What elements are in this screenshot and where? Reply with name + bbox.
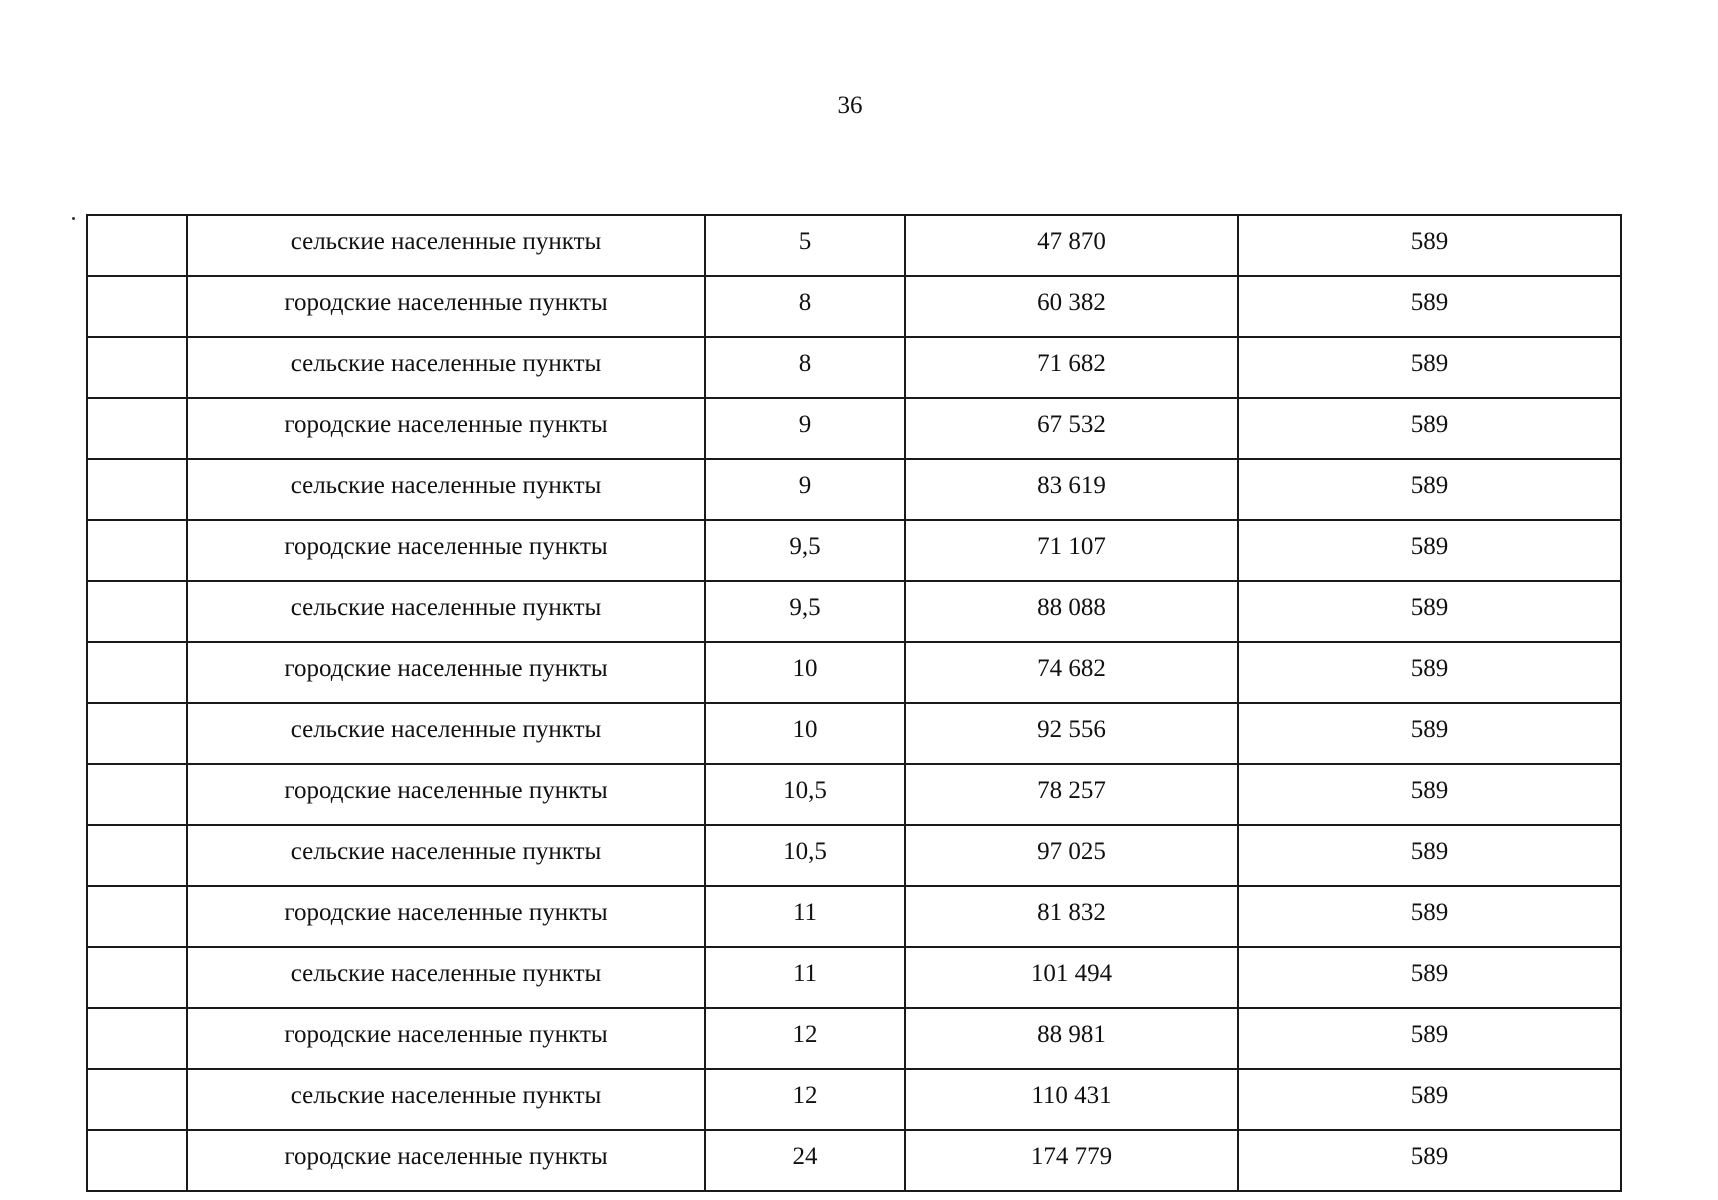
cell-blank — [87, 642, 187, 703]
cell-code: 589 — [1238, 886, 1621, 947]
cell-number: 5 — [705, 215, 905, 276]
cell-number: 24 — [705, 1130, 905, 1191]
cell-settlement-type: городские населенные пункты — [187, 886, 705, 947]
cell-blank — [87, 947, 187, 1008]
cell-settlement-type: сельские населенные пункты — [187, 581, 705, 642]
cell-blank — [87, 398, 187, 459]
table-row — [87, 947, 1621, 1008]
cell-blank — [87, 886, 187, 947]
cell-code: 589 — [1238, 581, 1621, 642]
cell-amount: 67 532 — [905, 398, 1238, 459]
cell-number: 8 — [705, 276, 905, 337]
cell-amount: 78 257 — [905, 764, 1238, 825]
cell-number: 12 — [705, 1008, 905, 1069]
table-row — [87, 886, 1621, 947]
table-row — [87, 398, 1621, 459]
cell-blank — [87, 337, 187, 398]
cell-amount: 74 682 — [905, 642, 1238, 703]
cell-code: 589 — [1238, 947, 1621, 1008]
cell-blank — [87, 1008, 187, 1069]
cell-settlement-type: сельские населенные пункты — [187, 825, 705, 886]
cell-number: 9,5 — [705, 581, 905, 642]
cell-settlement-type: сельские населенные пункты — [187, 215, 705, 276]
cell-settlement-type: сельские населенные пункты — [187, 459, 705, 520]
cell-number: 8 — [705, 337, 905, 398]
cell-code: 589 — [1238, 1008, 1621, 1069]
cell-code: 589 — [1238, 764, 1621, 825]
cell-amount: 88 088 — [905, 581, 1238, 642]
cell-code: 589 — [1238, 1069, 1621, 1130]
table-row — [87, 1008, 1621, 1069]
cell-code: 589 — [1238, 825, 1621, 886]
cell-settlement-type: городские населенные пункты — [187, 764, 705, 825]
cell-blank — [87, 764, 187, 825]
data-table — [86, 214, 1622, 1192]
cell-amount: 81 832 — [905, 886, 1238, 947]
cell-settlement-type: городские населенные пункты — [187, 276, 705, 337]
scan-speck — [72, 217, 75, 220]
table-row — [87, 642, 1621, 703]
cell-number: 9 — [705, 459, 905, 520]
cell-number: 10 — [705, 703, 905, 764]
cell-amount: 88 981 — [905, 1008, 1238, 1069]
cell-amount: 97 025 — [905, 825, 1238, 886]
table-row — [87, 703, 1621, 764]
cell-number: 12 — [705, 1069, 905, 1130]
cell-blank — [87, 581, 187, 642]
cell-blank — [87, 703, 187, 764]
cell-amount: 60 382 — [905, 276, 1238, 337]
cell-settlement-type: городские населенные пункты — [187, 398, 705, 459]
table-row — [87, 276, 1621, 337]
cell-amount: 110 431 — [905, 1069, 1238, 1130]
cell-settlement-type: сельские населенные пункты — [187, 947, 705, 1008]
cell-number: 10,5 — [705, 825, 905, 886]
table-row — [87, 1069, 1621, 1130]
cell-code: 589 — [1238, 703, 1621, 764]
table-row — [87, 520, 1621, 581]
cell-code: 589 — [1238, 215, 1621, 276]
cell-settlement-type: сельские населенные пункты — [187, 703, 705, 764]
cell-code: 589 — [1238, 276, 1621, 337]
table-row — [87, 764, 1621, 825]
cell-blank — [87, 520, 187, 581]
cell-number: 11 — [705, 886, 905, 947]
cell-blank — [87, 825, 187, 886]
cell-settlement-type: сельские населенные пункты — [187, 1069, 705, 1130]
cell-amount: 71 682 — [905, 337, 1238, 398]
cell-code: 589 — [1238, 1130, 1621, 1191]
cell-blank — [87, 1130, 187, 1191]
cell-number: 10,5 — [705, 764, 905, 825]
cell-settlement-type: городские населенные пункты — [187, 520, 705, 581]
cell-number: 9 — [705, 398, 905, 459]
cell-settlement-type: городские населенные пункты — [187, 642, 705, 703]
table-row — [87, 825, 1621, 886]
table-row — [87, 581, 1621, 642]
table-row — [87, 215, 1621, 276]
cell-settlement-type: городские населенные пункты — [187, 1008, 705, 1069]
cell-number: 10 — [705, 642, 905, 703]
cell-settlement-type: городские населенные пункты — [187, 1130, 705, 1191]
cell-code: 589 — [1238, 459, 1621, 520]
cell-blank — [87, 459, 187, 520]
cell-amount: 83 619 — [905, 459, 1238, 520]
cell-blank — [87, 276, 187, 337]
cell-code: 589 — [1238, 337, 1621, 398]
cell-amount: 92 556 — [905, 703, 1238, 764]
cell-amount: 101 494 — [905, 947, 1238, 1008]
table-row — [87, 459, 1621, 520]
page-number: 36 — [837, 92, 863, 119]
table-row — [87, 337, 1621, 398]
table-row — [87, 1130, 1621, 1191]
cell-blank — [87, 1069, 187, 1130]
cell-amount: 71 107 — [905, 520, 1238, 581]
cell-number: 9,5 — [705, 520, 905, 581]
cell-code: 589 — [1238, 642, 1621, 703]
table-body — [87, 215, 1621, 1191]
cell-settlement-type: сельские населенные пункты — [187, 337, 705, 398]
cell-code: 589 — [1238, 398, 1621, 459]
cell-code: 589 — [1238, 520, 1621, 581]
cell-amount: 47 870 — [905, 215, 1238, 276]
cell-blank — [87, 215, 187, 276]
cell-amount: 174 779 — [905, 1130, 1238, 1191]
cell-number: 11 — [705, 947, 905, 1008]
